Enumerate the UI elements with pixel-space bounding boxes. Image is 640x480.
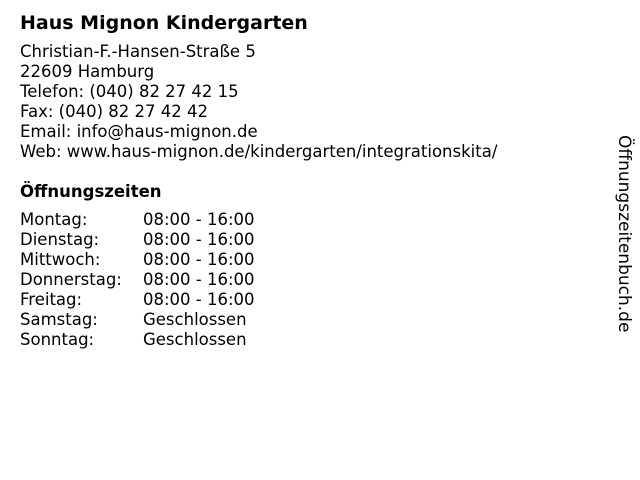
hours-time: Geschlossen [143,310,247,329]
web-line: Web: www.haus-mignon.de/kindergarten/integrationskita/ [20,142,498,161]
business-card [20,10,600,350]
hours-day: Freitag: [20,290,83,309]
hours-row-sunday [20,330,600,350]
opening-hours-table [20,210,600,350]
hours-day: Samstag: [20,310,98,329]
hours-day: Dienstag: [20,230,100,249]
street-address: Christian-F.-Hansen-Straße 5 [20,42,256,61]
postal-city: 22609 Hamburg [20,62,155,81]
site-watermark-label: Öffnungszeitenbuch.de [614,135,634,333]
hours-row-tuesday [20,230,600,250]
hours-day: Mittwoch: [20,250,101,269]
hours-time: 08:00 - 16:00 [143,250,255,269]
opening-hours-heading: Öffnungszeiten [20,182,162,201]
contact-block [20,42,600,162]
hours-time: 08:00 - 16:00 [143,210,255,229]
hours-day: Sonntag: [20,330,95,349]
business-name: Haus Mignon Kindergarten [20,12,308,34]
hours-row-saturday [20,310,600,330]
fax-line: Fax: (040) 82 27 42 42 [20,102,208,121]
hours-time: 08:00 - 16:00 [143,270,255,289]
hours-row-wednesday [20,250,600,270]
hours-row-friday [20,290,600,310]
email-line: Email: info@haus-mignon.de [20,122,258,141]
hours-time: 08:00 - 16:00 [143,230,255,249]
hours-day: Montag: [20,210,88,229]
hours-row-thursday [20,270,600,290]
phone-line: Telefon: (040) 82 27 42 15 [20,82,239,101]
hours-time: 08:00 - 16:00 [143,290,255,309]
hours-row-monday [20,210,600,230]
hours-time: Geschlossen [143,330,247,349]
hours-day: Donnerstag: [20,270,122,289]
